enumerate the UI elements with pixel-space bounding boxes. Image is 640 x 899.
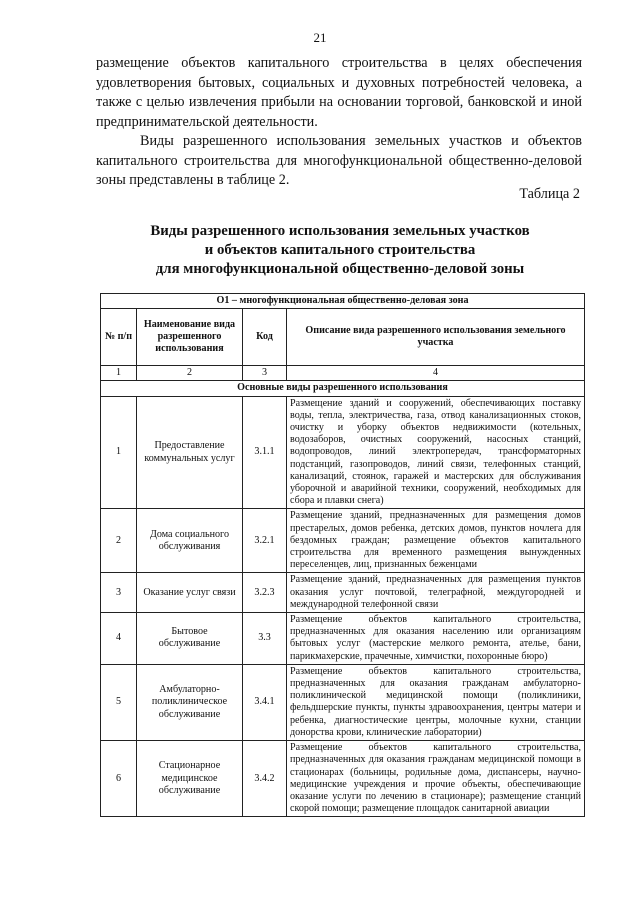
row-use-name: Оказание услуг связи	[137, 573, 243, 613]
row-number: 6	[101, 741, 137, 817]
row-use-name: Бытовое обслуживание	[137, 613, 243, 665]
row-use-name: Дома социального обслуживания	[137, 509, 243, 573]
column-number-row	[101, 366, 585, 381]
row-use-name: Предоставление коммунальных услуг	[137, 396, 243, 509]
row-use-name: Амбулаторно-поликлиническое обслуживание	[137, 664, 243, 740]
row-description: Размещение объектов капитального строительства, предназначенных для оказания гражданам медицинской помощи в стационарах (больницы, родильные дома, диспансеры, научно-медицинские учреждения и прочие объекты, обеспечивающие оказание услуги по лечению в стационаре); размещение станций скорой помощи; размещение площадок санитарной авиации	[287, 741, 585, 817]
column-header-row	[101, 309, 585, 366]
paragraph-2: Виды разрешенного использования земельных участков и объектов капитального строительства для многофункциональной общественно-деловой зоны представлены в таблице 2.	[96, 133, 582, 188]
zone-header-row	[101, 294, 585, 309]
paragraph-1: размещение объектов капитального строительства в целях обеспечения удовлетворения бытовых, социальных и духовных потребностей человека, а также с целью извлечения прибыли на основании торговой, банковской и иной предпринимательской деятельности.	[96, 55, 582, 130]
row-number: 5	[101, 664, 137, 740]
table-title-line-2: и объектов капитального строительства	[204, 242, 476, 258]
row-number: 4	[101, 613, 137, 665]
row-description: Размещение зданий, предназначенных для размещения пунктов оказания услуг почтовой, телеграфной, междугородней и международной телефонной связи	[287, 573, 585, 613]
row-description: Размещение зданий и сооружений, обеспечивающих поставку воды, тепла, электричества, газа, отвод канализационных стоков, очистку и уборку объектов недвижимости (котельных, водозаборов, очистных сооружений, насосных станций, водопроводов, линий электропередач, трансформаторных подстанций, газопроводов, линий связи, телефонных станций, канализаций, стоянок, гаражей и мастерских для обслуживания уборочной и аварийной техники, сооружений, необходимых для сбора и плавки снега)	[287, 396, 585, 509]
header-description: Описание вида разрешенного использования земельного участка	[287, 309, 585, 366]
row-code: 3.1.1	[243, 396, 287, 509]
row-code: 3.4.2	[243, 741, 287, 817]
row-description: Размещение объектов капитального строительства, предназначенных для оказания населению или организациям бытовых услуг (мастерские мелкого ремонта, ателье, бани, парикмахерские, прачечные, химчистки, похоронные бюро)	[287, 613, 585, 665]
table-row	[101, 613, 585, 665]
table-title-line-1: Виды разрешенного использования земельных участков	[150, 223, 530, 239]
column-number: 2	[137, 366, 243, 381]
header-number: № п/п	[101, 309, 137, 366]
table-row	[101, 509, 585, 573]
permitted-use-table	[100, 293, 585, 817]
row-number: 2	[101, 509, 137, 573]
row-code: 3.2.1	[243, 509, 287, 573]
row-number: 3	[101, 573, 137, 613]
table-row	[101, 396, 585, 509]
row-use-name: Стационарное медицинское обслуживание	[137, 741, 243, 817]
row-number: 1	[101, 396, 137, 509]
row-code: 3.4.1	[243, 664, 287, 740]
column-number: 4	[287, 366, 585, 381]
column-number: 3	[243, 366, 287, 381]
table-title-line-3: для многофункциональной общественно-деловой зоны	[155, 261, 525, 277]
header-code: Код	[243, 309, 287, 366]
row-description: Размещение зданий, предназначенных для размещения домов престарелых, домов ребенка, детских домов, пунктов ночлега для бездомных граждан; размещение объектов капитального строительства для временного размещения вынужденных переселенцев, лиц, признанных беженцами	[287, 509, 585, 573]
table-row	[101, 664, 585, 740]
column-number: 1	[101, 366, 137, 381]
table-title	[80, 222, 600, 279]
zone-title: О1 – многофункциональная общественно-деловая зона	[101, 294, 585, 309]
row-code: 3.3	[243, 613, 287, 665]
table-row	[101, 573, 585, 613]
table-row	[101, 741, 585, 817]
header-name: Наименование вида разрешенного использования	[137, 309, 243, 366]
row-code: 3.2.3	[243, 573, 287, 613]
table-label: Таблица 2	[519, 186, 580, 202]
row-description: Размещение объектов капитального строительства, предназначенных для оказания гражданам амбулаторно-поликлинической медицинской помощи (поликлиники, фельдшерские пункты, пункты здравоохранения, центры матери и ребенка, диагностические центры, молочные кухни, станции донорства крови, клинические лаборатории)	[287, 664, 585, 740]
page-number: 21	[313, 30, 327, 45]
section-header-row	[101, 381, 585, 396]
section-title: Основные виды разрешенного использования	[101, 381, 585, 396]
